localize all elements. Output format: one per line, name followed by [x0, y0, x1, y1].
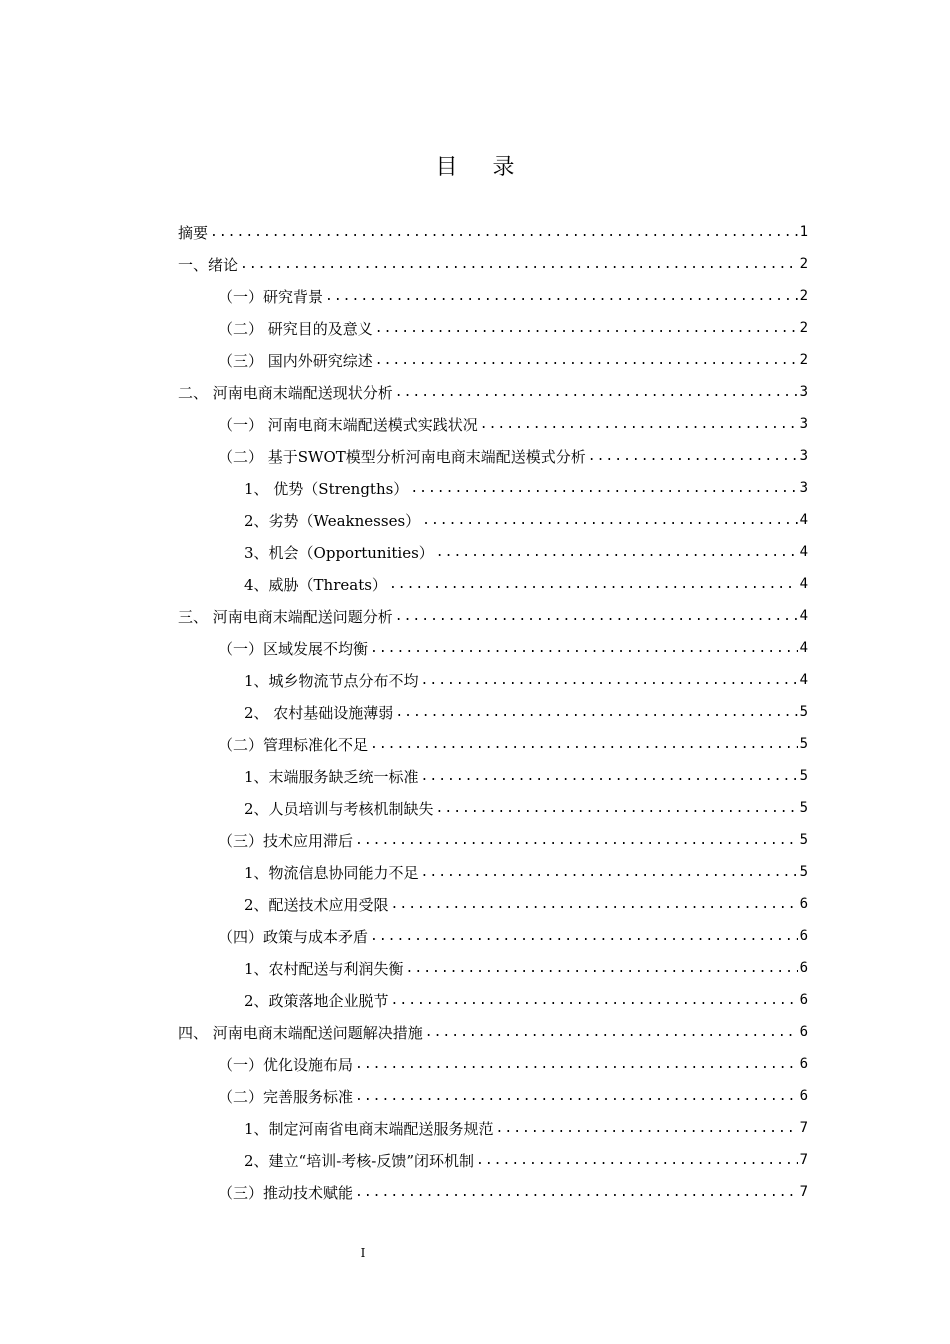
- toc-entry-text: （三）技术应用滞后: [218, 831, 354, 850]
- toc-entry-text: 2、劣势（Weaknesses）: [244, 511, 421, 530]
- toc-entry-text: 摘要: [178, 223, 209, 242]
- dot-leader: [355, 1089, 798, 1104]
- toc-entry[interactable]: [178, 1080, 808, 1112]
- toc-entry[interactable]: [178, 248, 808, 280]
- toc-entry[interactable]: [178, 952, 808, 984]
- toc-entry[interactable]: [178, 344, 808, 376]
- toc-entry-page: 6: [799, 960, 808, 976]
- table-of-contents: [178, 216, 808, 1208]
- toc-entry[interactable]: [178, 536, 808, 568]
- toc-entry[interactable]: [178, 856, 808, 888]
- toc-entry[interactable]: [178, 760, 808, 792]
- toc-entry-page: 4: [799, 672, 808, 688]
- toc-title: 目 录: [435, 155, 529, 180]
- dot-leader: [391, 993, 798, 1008]
- dot-leader: [421, 769, 798, 784]
- toc-entry[interactable]: [178, 664, 808, 696]
- toc-entry-page: 2: [799, 256, 808, 272]
- toc-entry[interactable]: [178, 280, 808, 312]
- dot-leader: [480, 417, 798, 432]
- toc-entry[interactable]: [178, 312, 808, 344]
- toc-entry-text: 1、物流信息协同能力不足: [244, 863, 419, 882]
- toc-entry-page: 5: [799, 800, 808, 816]
- toc-entry[interactable]: [178, 1112, 808, 1144]
- toc-entry-text: （一）研究背景: [218, 287, 324, 306]
- page-number-footer: I: [360, 1246, 366, 1260]
- toc-entry-text: 一、绪论: [178, 255, 239, 274]
- toc-entry-text: 2、政策落地企业脱节: [244, 991, 389, 1010]
- toc-entry-text: （三） 国内外研究综述: [218, 351, 373, 370]
- toc-entry[interactable]: [178, 728, 808, 760]
- dot-leader: [355, 833, 798, 848]
- toc-entry-page: 6: [799, 1056, 808, 1072]
- toc-entry[interactable]: [178, 216, 808, 248]
- toc-entry-text: （二） 研究目的及意义: [218, 319, 373, 338]
- toc-entry-text: 1、末端服务缺乏统一标准: [244, 767, 419, 786]
- toc-entry-page: 5: [799, 768, 808, 784]
- toc-entry-page: 6: [799, 928, 808, 944]
- toc-entry-text: （三）推动技术赋能: [218, 1183, 354, 1202]
- toc-entry-page: 3: [799, 384, 808, 400]
- toc-entry[interactable]: [178, 376, 808, 408]
- toc-entry-page: 5: [799, 832, 808, 848]
- toc-entry[interactable]: [178, 920, 808, 952]
- toc-entry[interactable]: [178, 504, 808, 536]
- toc-entry[interactable]: [178, 600, 808, 632]
- dot-leader: [370, 929, 798, 944]
- dot-leader: [421, 865, 798, 880]
- toc-entry-text: 2、配送技术应用受限: [244, 895, 389, 914]
- toc-entry-page: 4: [799, 576, 808, 592]
- toc-entry-page: 7: [799, 1120, 808, 1136]
- toc-entry-page: 2: [799, 320, 808, 336]
- toc-entry-page: 4: [799, 640, 808, 656]
- toc-entry[interactable]: [178, 472, 808, 504]
- dot-leader: [421, 673, 798, 688]
- dot-leader: [406, 961, 798, 976]
- dot-leader: [210, 225, 798, 240]
- toc-entry-page: 7: [799, 1152, 808, 1168]
- toc-entry-page: 3: [799, 480, 808, 496]
- toc-entry-page: 7: [799, 1184, 808, 1200]
- toc-entry-text: 2、建立“培训-考核-反馈”闭环机制: [244, 1151, 475, 1170]
- dot-leader: [422, 513, 797, 528]
- toc-entry-text: 3、机会（Opportunities）: [244, 543, 434, 562]
- toc-entry[interactable]: [178, 408, 808, 440]
- toc-entry-page: 6: [799, 1088, 808, 1104]
- toc-entry[interactable]: [178, 1016, 808, 1048]
- toc-entry-text: （二）完善服务标准: [218, 1087, 354, 1106]
- toc-entry[interactable]: [178, 1176, 808, 1208]
- toc-entry[interactable]: [178, 696, 808, 728]
- toc-entry-page: 3: [799, 416, 808, 432]
- toc-entry-text: 4、威胁（Threats）: [244, 575, 387, 594]
- toc-entry-page: 6: [799, 896, 808, 912]
- dot-leader: [436, 545, 798, 560]
- dot-leader: [395, 705, 797, 720]
- dot-leader: [355, 1185, 798, 1200]
- toc-entry-text: 1、 优势（Strengths）: [244, 479, 409, 498]
- toc-entry[interactable]: [178, 984, 808, 1016]
- toc-entry-page: 5: [799, 704, 808, 720]
- toc-entry-text: 三、 河南电商末端配送问题分析: [178, 607, 393, 626]
- toc-entry[interactable]: [178, 632, 808, 664]
- toc-entry-text: （一）区域发展不均衡: [218, 639, 369, 658]
- toc-entry-page: 3: [799, 448, 808, 464]
- toc-entry-text: （二） 基于SWOT模型分析河南电商末端配送模式分析: [218, 447, 586, 466]
- toc-entry-text: （一）优化设施布局: [218, 1055, 354, 1074]
- dot-leader: [410, 481, 797, 496]
- dot-leader: [436, 801, 798, 816]
- dot-leader: [389, 577, 798, 592]
- dot-leader: [476, 1153, 798, 1168]
- toc-entry[interactable]: [178, 888, 808, 920]
- toc-entry[interactable]: [178, 568, 808, 600]
- dot-leader: [395, 385, 798, 400]
- toc-entry-page: 2: [799, 352, 808, 368]
- toc-entry-page: 4: [799, 544, 808, 560]
- toc-entry[interactable]: [178, 792, 808, 824]
- toc-entry-page: 1: [799, 224, 808, 240]
- toc-entry-text: 2、 农村基础设施薄弱: [244, 703, 394, 722]
- toc-entry-text: 1、农村配送与利润失衡: [244, 959, 404, 978]
- toc-entry-text: 1、制定河南省电商末端配送服务规范: [244, 1119, 494, 1138]
- dot-leader: [395, 609, 798, 624]
- toc-entry[interactable]: [178, 824, 808, 856]
- toc-entry-page: 2: [799, 288, 808, 304]
- dot-leader: [425, 1025, 798, 1040]
- dot-leader: [375, 353, 798, 368]
- toc-entry[interactable]: [178, 1048, 808, 1080]
- dot-leader: [588, 449, 798, 464]
- toc-entry-page: 5: [799, 736, 808, 752]
- toc-entry-page: 6: [799, 992, 808, 1008]
- toc-entry-text: 1、城乡物流节点分布不均: [244, 671, 419, 690]
- dot-leader: [391, 897, 798, 912]
- dot-leader: [496, 1121, 798, 1136]
- toc-entry-text: 四、 河南电商末端配送问题解决措施: [178, 1023, 423, 1042]
- dot-leader: [375, 321, 798, 336]
- dot-leader: [355, 1057, 798, 1072]
- toc-entry-text: （四）政策与成本矛盾: [218, 927, 369, 946]
- toc-entry-text: （一） 河南电商末端配送模式实践状况: [218, 415, 478, 434]
- toc-entry[interactable]: [178, 440, 808, 472]
- toc-entry-text: 二、 河南电商末端配送现状分析: [178, 383, 393, 402]
- toc-entry-page: 4: [799, 512, 808, 528]
- toc-entry[interactable]: [178, 1144, 808, 1176]
- dot-leader: [240, 257, 798, 272]
- toc-entry-page: 4: [799, 608, 808, 624]
- toc-entry-page: 6: [799, 1024, 808, 1040]
- dot-leader: [370, 737, 798, 752]
- toc-entry-text: 2、人员培训与考核机制缺失: [244, 799, 434, 818]
- toc-entry-text: （二）管理标准化不足: [218, 735, 369, 754]
- dot-leader: [325, 289, 798, 304]
- toc-entry-page: 5: [799, 864, 808, 880]
- dot-leader: [370, 641, 798, 656]
